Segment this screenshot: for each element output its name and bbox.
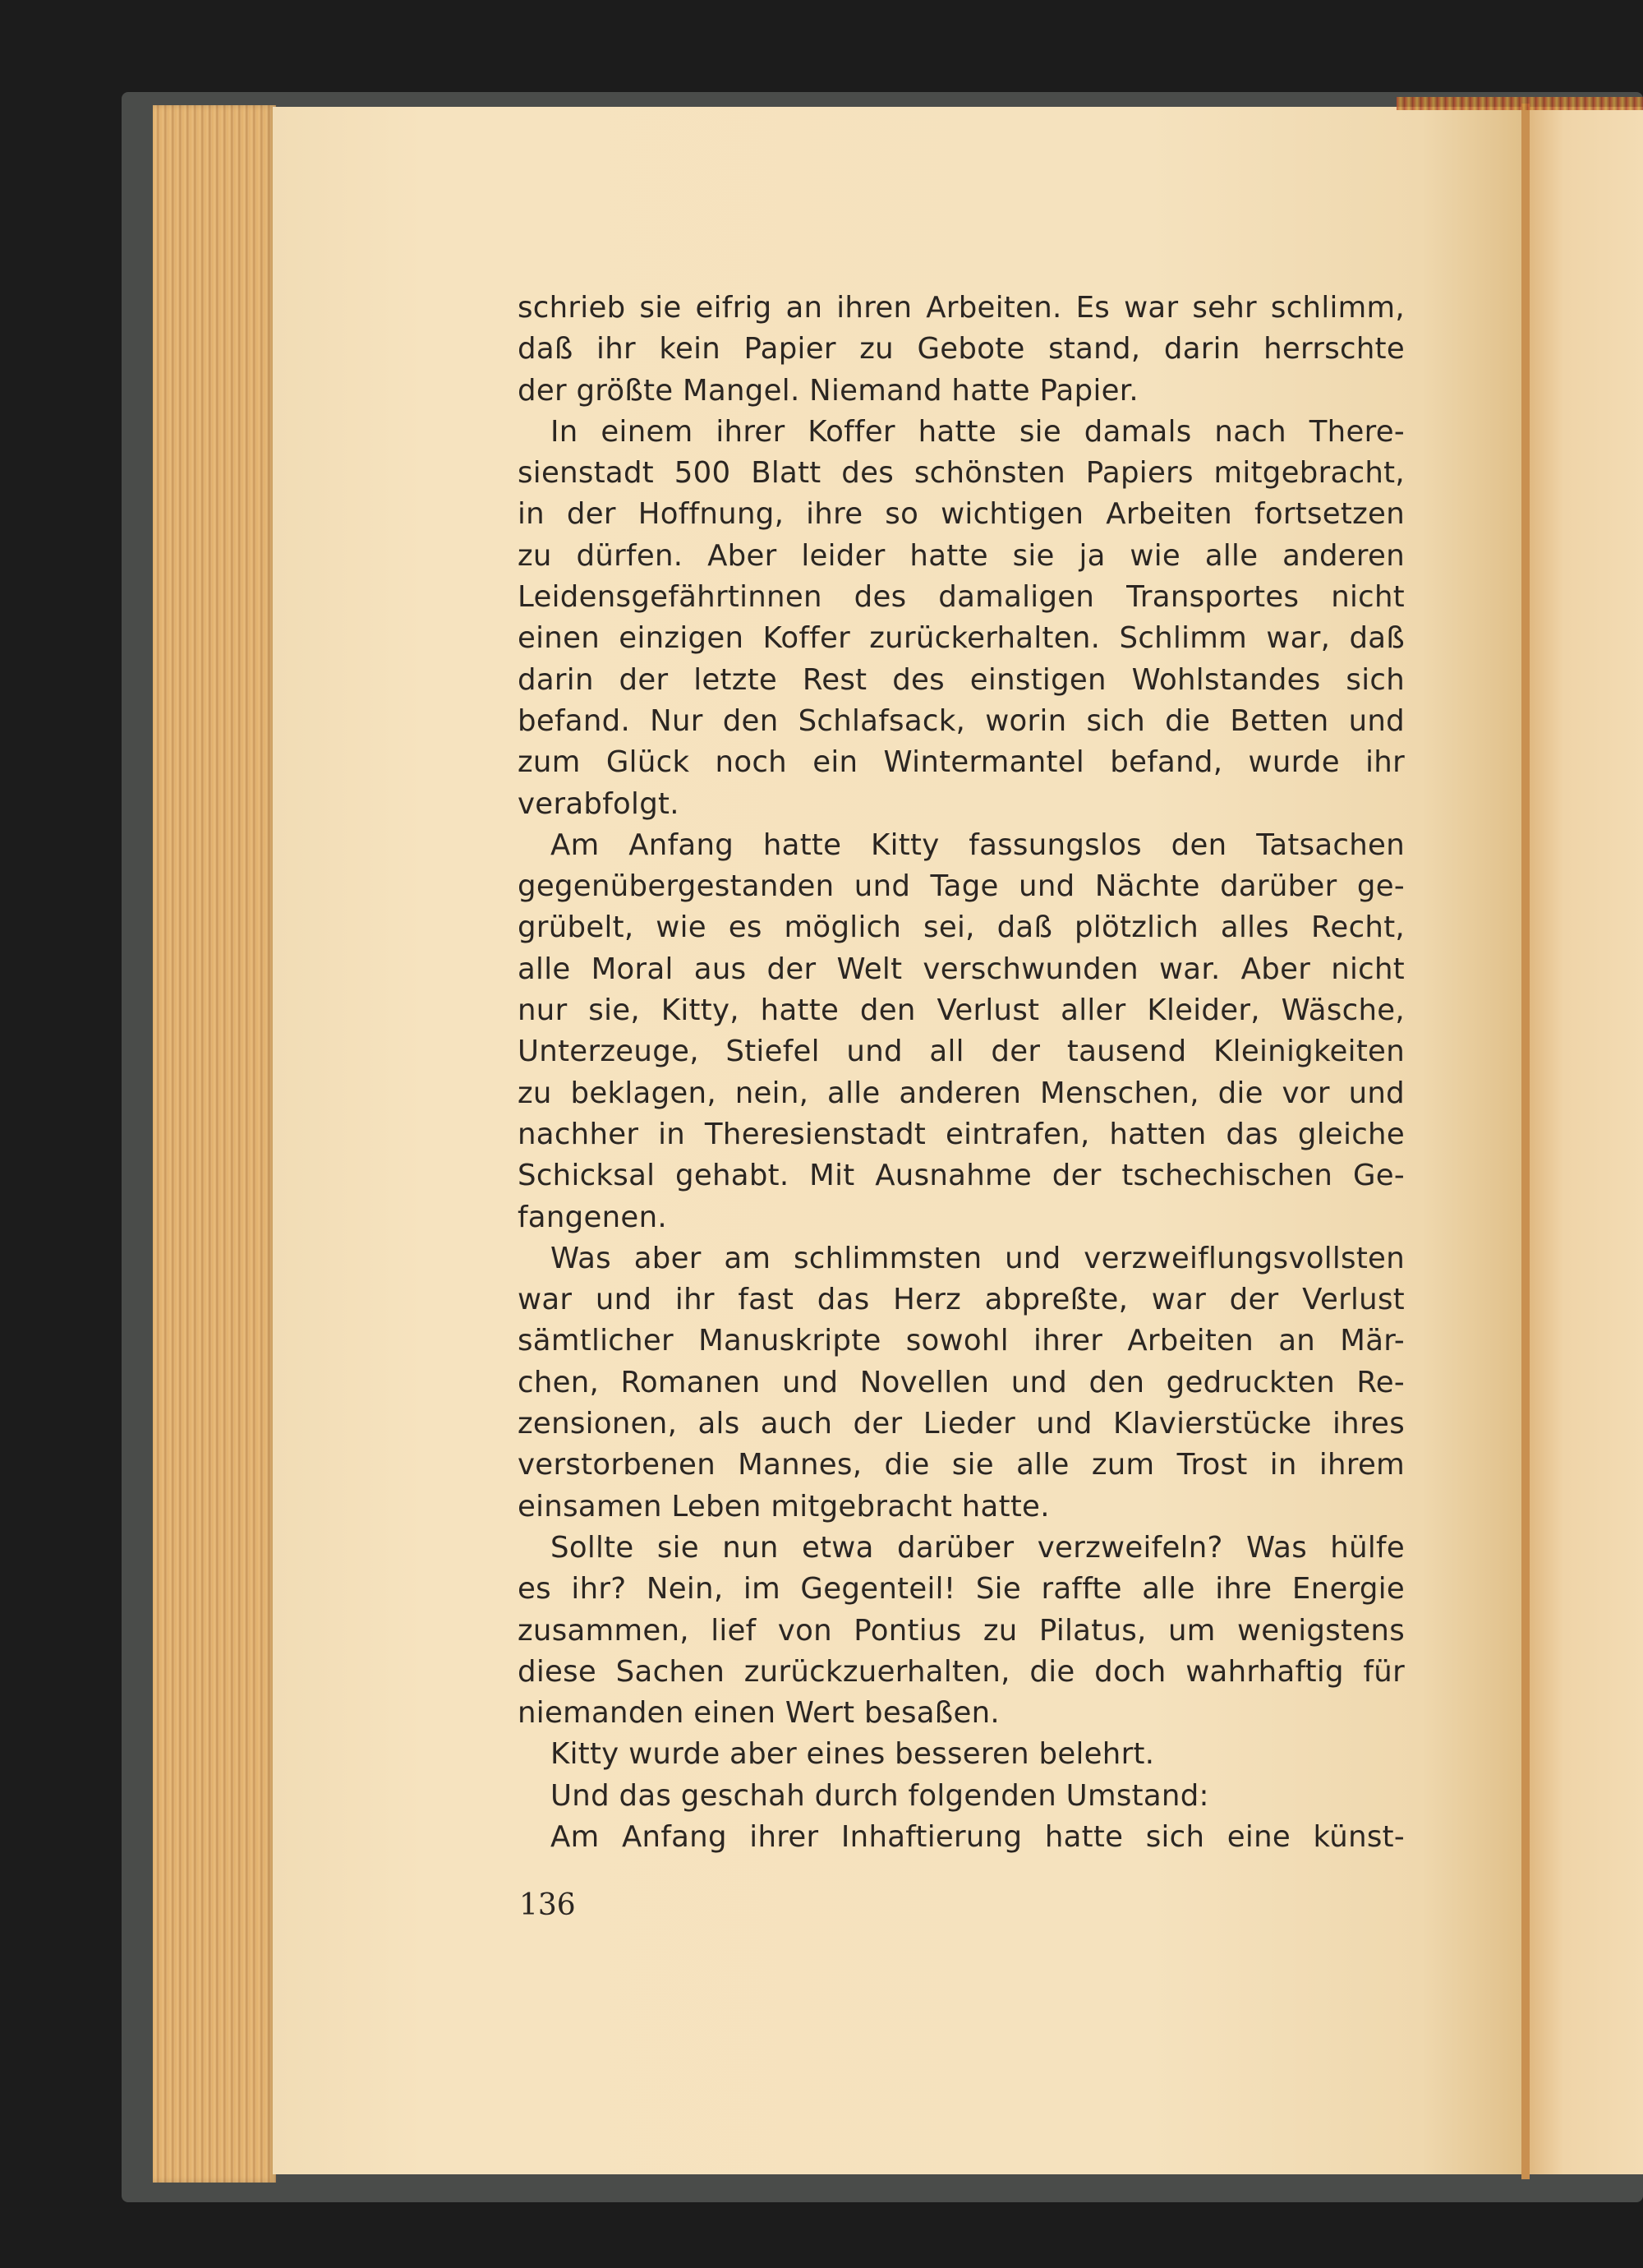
text-line: verabfolgt. bbox=[518, 786, 679, 821]
text-line: einen einzigen Koffer zurückerhalten. Schlimm war, daß bbox=[518, 621, 1405, 656]
text-line: einsamen Leben mitgebracht hatte. bbox=[518, 1489, 1050, 1524]
text-line: Was aber am schlimmsten und verzweiflungsvollsten bbox=[550, 1241, 1405, 1275]
text-line: daß ihr kein Papier zu Gebote stand, darin herrschte bbox=[518, 332, 1405, 366]
page-edges bbox=[153, 105, 276, 2183]
text-line: chen, Romanen und Novellen und den gedruckten Re- bbox=[518, 1365, 1405, 1399]
text-line: Sollte sie nun etwa darüber verzweifeln? Was hülfe bbox=[550, 1530, 1405, 1565]
text-line: sämtlicher Manuskripte sowohl ihrer Arbeiten an Mär- bbox=[518, 1324, 1405, 1358]
text-line: in der Hoffnung, ihre so wichtigen Arbeiten fortsetzen bbox=[518, 497, 1405, 532]
headband bbox=[1397, 97, 1643, 110]
page-number: 136 bbox=[519, 1888, 576, 1922]
text-line: nur sie, Kitty, hatte den Verlust aller Kleider, Wäsche, bbox=[518, 993, 1405, 1028]
text-line: Kitty wurde aber eines besseren belehrt. bbox=[550, 1737, 1155, 1772]
text-line: der größte Mangel. Niemand hatte Papier. bbox=[518, 373, 1139, 408]
text-line: gegenübergestanden und Tage und Nächte darüber ge- bbox=[518, 869, 1405, 904]
text-line: alle Moral aus der Welt verschwunden war. Aber nicht bbox=[518, 952, 1405, 986]
text-line: zu beklagen, nein, alle anderen Menschen, die vor und bbox=[518, 1076, 1405, 1110]
text-line: diese Sachen zurückzuerhalten, die doch wahrhaftig für bbox=[518, 1654, 1405, 1689]
text-line: In einem ihrer Koffer hatte sie damals nach There- bbox=[550, 414, 1405, 449]
text-line: sienstadt 500 Blatt des schönsten Papiers mitgebracht, bbox=[518, 456, 1405, 491]
text-line: niemanden einen Wert besaßen. bbox=[518, 1696, 1000, 1731]
text-line: Leidensgefährtinnen des damaligen Transportes nicht bbox=[518, 580, 1405, 615]
text-line: nachher in Theresienstadt eintrafen, hatten das gleiche bbox=[518, 1117, 1405, 1151]
text-line: es ihr? Nein, im Gegenteil! Sie raffte alle ihre Energie bbox=[518, 1572, 1405, 1606]
book-gutter bbox=[1521, 104, 1530, 2179]
text-line: fangenen. bbox=[518, 1200, 667, 1234]
text-line: Am Anfang hatte Kitty fassungslos den Tatsachen bbox=[550, 827, 1405, 862]
text-line: zu dürfen. Aber leider hatte sie ja wie alle anderen bbox=[518, 538, 1405, 573]
text-line: Unterzeuge, Stiefel und all der tausend Kleinigkeiten bbox=[518, 1035, 1405, 1069]
body-text bbox=[518, 288, 1405, 1858]
text-line: grübelt, wie es möglich sei, daß plötzlich alles Recht, bbox=[518, 910, 1405, 945]
text-line: darin der letzte Rest des einstigen Wohlstandes sich bbox=[518, 662, 1405, 697]
text-line: schrieb sie eifrig an ihren Arbeiten. Es war sehr schlimm, bbox=[518, 291, 1405, 325]
text-line: zusammen, lief von Pontius zu Pilatus, um wenigstens bbox=[518, 1613, 1405, 1648]
text-line: Und das geschah durch folgenden Umstand: bbox=[550, 1778, 1209, 1813]
text-line: verstorbenen Mannes, die sie alle zum Trost in ihrem bbox=[518, 1448, 1405, 1482]
text-line: Schicksal gehabt. Mit Ausnahme der tschechischen Ge- bbox=[518, 1159, 1405, 1193]
text-line: Am Anfang ihrer Inhaftierung hatte sich eine künst- bbox=[550, 1819, 1405, 1854]
text-line: zum Glück noch ein Wintermantel befand, wurde ihr bbox=[518, 745, 1405, 780]
text-line: befand. Nur den Schlafsack, worin sich die Betten und bbox=[518, 703, 1405, 738]
text-line: zensionen, als auch der Lieder und Klavierstücke ihres bbox=[518, 1407, 1405, 1441]
right-page-edge bbox=[1530, 107, 1643, 2174]
text-line: war und ihr fast das Herz abpreßte, war der Verlust bbox=[518, 1283, 1405, 1317]
